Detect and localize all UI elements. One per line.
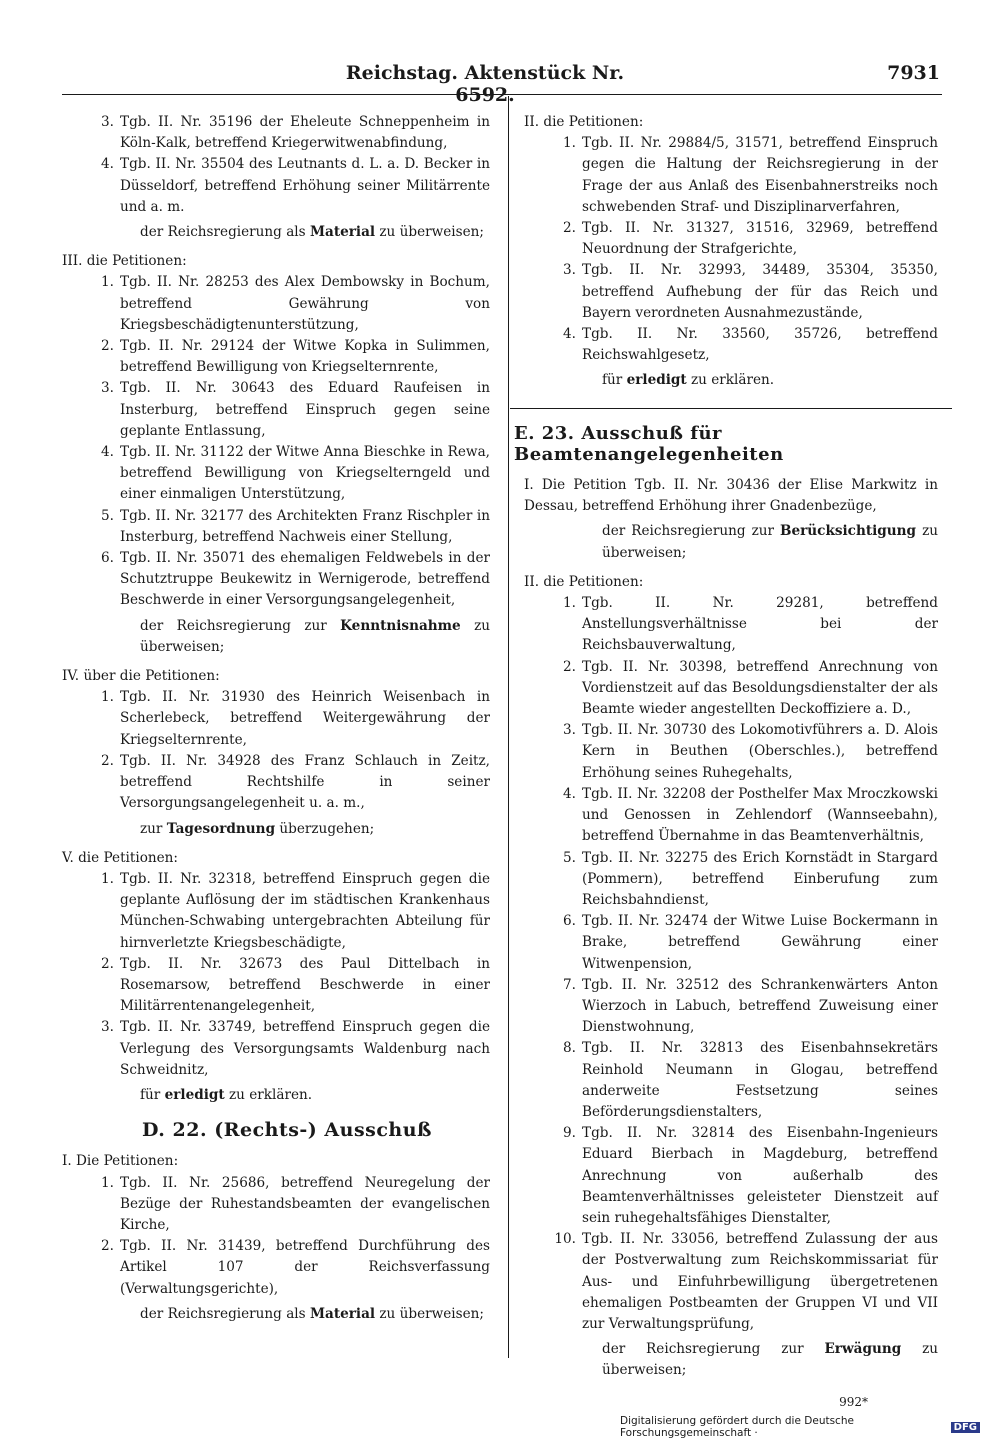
- decision-text: der Reichsregierung zur Berücksichtigung zu überweisen;: [602, 523, 938, 561]
- item-number: 1.: [101, 870, 114, 887]
- list-item: [550, 1123, 938, 1229]
- decision-text: für erledigt zu erklären.: [602, 372, 775, 389]
- item-number: 4.: [563, 326, 576, 343]
- list-item: [88, 154, 490, 218]
- list-item: [88, 336, 490, 378]
- list-item: [550, 324, 938, 366]
- item-text: Tgb. II. Nr. 25686, betreffend Neuregelung der Bezüge der Ruhestandsbeamten der evangelischen Kirche,: [120, 1174, 490, 1233]
- item-number: 2.: [563, 220, 576, 237]
- item-number: 6.: [563, 913, 576, 930]
- item-text: Tgb. II. Nr. 31439, betreffend Durchführung des Artikel 107 der Reichsverfassung (Verwaltungsgerichte),: [120, 1238, 490, 1297]
- item-text: Tgb. II. Nr. 32208 der Posthelfer Max Mroczkowski und Genossen in Zehlendorf (Wannseebahn), betreffend Übernahme in das Beamtenverhältnis,: [582, 785, 938, 845]
- list-item: [550, 720, 938, 784]
- list-item: [550, 133, 938, 218]
- group-heading: V. die Petitionen:: [62, 849, 179, 866]
- decision-text: der Reichsregierung als Material zu überweisen;: [140, 224, 485, 241]
- item-text: Tgb. II. Nr. 31327, 31516, 32969, betreffend Neuordnung der Strafgerichte,: [582, 220, 938, 258]
- column-divider: [508, 96, 509, 1358]
- list-item: [88, 272, 490, 336]
- group-heading: IV. über die Petitionen:: [62, 668, 220, 685]
- item-text: Tgb. II. Nr. 32512 des Schrankenwärters Anton Wierzoch in Labuch, betreffend Zuweisung einer Dienstwohnung,: [582, 976, 938, 1036]
- list-item: [88, 506, 490, 548]
- footer-text: Digitalisierung gefördert durch die Deutsche Forschungsgemeinschaft ·: [620, 1415, 854, 1439]
- petition-group-d-i: [62, 1151, 490, 1325]
- group-heading: III. die Petitionen:: [62, 253, 187, 270]
- item-text: Tgb. II. Nr. 33749, betreffend Einspruch gegen die Verlegung des Versorgungsamts Waldenburg nach Schweidnitz,: [120, 1019, 490, 1078]
- item-number: 3.: [101, 1019, 114, 1036]
- item-number: 4.: [101, 444, 114, 461]
- item-number: 3.: [563, 262, 576, 279]
- item-number: 4.: [563, 785, 576, 802]
- running-header: [330, 62, 940, 106]
- list-item: [88, 548, 490, 612]
- item-text: Tgb. II. Nr. 30643 des Eduard Raufeisen in Insterburg, betreffend Einspruch gegen seine geplante Entlassung,: [120, 380, 490, 439]
- header-title: Reichstag. Aktenstück Nr. 6592.: [345, 62, 625, 106]
- item-text: Tgb. II. Nr. 35196 der Eheleute Schneppenheim in Köln-Kalk, betreffend Kriegerwitwenabfindung,: [120, 114, 490, 152]
- list-item: [550, 657, 938, 721]
- list-item: [88, 1173, 490, 1237]
- item-text: Tgb. II. Nr. 30398, betreffend Anrechnung von Vordienstzeit auf das Besoldungsdienstalter der als Beamte wieder angestellten Deckoffiziere a. D.,: [582, 658, 938, 718]
- list-item: [550, 911, 938, 975]
- item-number: 9.: [563, 1125, 576, 1142]
- list-item: [550, 848, 938, 912]
- list-item: [88, 751, 490, 815]
- item-list: [62, 1173, 490, 1300]
- list-item: [550, 975, 938, 1039]
- item-number: 4.: [101, 156, 114, 173]
- list-item: [88, 112, 490, 154]
- petition-group-iii: [62, 251, 490, 658]
- item-text: Tgb. II. Nr. 35071 des ehemaligen Feldwebels in der Schutztruppe Beukewitz in Wernigerode, betreffend Beschwerde in einer Versorgungsangelegenheit,: [120, 550, 490, 609]
- item-number: 3.: [101, 380, 114, 397]
- signature-mark: 992*: [839, 1394, 868, 1409]
- item-number: 7.: [563, 976, 576, 993]
- petition-group-iv: [62, 666, 490, 840]
- item-number: 1.: [101, 1174, 114, 1191]
- left-column: [62, 112, 490, 1325]
- petition-group-ii: [524, 112, 938, 392]
- item-list: [62, 869, 490, 1081]
- list-item: [88, 442, 490, 506]
- list-item: [550, 218, 938, 260]
- item-number: 5.: [563, 849, 576, 866]
- list-item: [88, 1236, 490, 1300]
- decision-text: für erledigt zu erklären.: [140, 1086, 313, 1103]
- item-number: 3.: [101, 114, 114, 130]
- item-text: Tgb. II. Nr. 28253 des Alex Dembowsky in Bochum, betreffend Gewährung von Kriegsbeschädigtenunterstützung,: [120, 274, 490, 333]
- list-item: [88, 869, 490, 954]
- item-text: Tgb. II. Nr. 32474 der Witwe Luise Bockermann in Brake, betreffend Gewährung einer Witwenpension,: [582, 913, 938, 972]
- decision-text: zur Tagesordnung überzugehen;: [140, 820, 375, 837]
- footer: [620, 1415, 980, 1439]
- item-text: Tgb. II. Nr. 31930 des Heinrich Weisenbach in Scherlebeck, betreffend Weitergewährung der Kriegselternrente,: [120, 689, 490, 748]
- list-item: [88, 954, 490, 1018]
- item-number: 10.: [554, 1231, 576, 1248]
- item-number: 5.: [101, 507, 114, 524]
- item-text: Tgb. II. Nr. 31122 der Witwe Anna Bieschke in Rewa, betreffend Bewilligung von Kriegselterngeld und einer einmaligen Unterstützung,: [120, 444, 490, 503]
- item-text: Tgb. II. Nr. 32814 des Eisenbahn-Ingenieurs Eduard Bierbach in Magdeburg, betreffend Anrechnung von außerhalb des Beamtenverhältnisses geleisteter Dienstzeit auf sein ruhegehaltsfähiges Dienstalter,: [582, 1125, 938, 1226]
- item-list: [62, 687, 490, 814]
- item-number: 2.: [101, 752, 114, 769]
- item-number: 1.: [563, 595, 576, 612]
- item-number: 6.: [101, 550, 114, 567]
- group-heading: I. Die Petition Tgb. II. Nr. 30436 der Elise Markwitz in Dessau, betreffend Erhöhung ihrer Gnadenbezüge,: [524, 477, 938, 515]
- group-heading: I. Die Petitionen:: [62, 1153, 179, 1170]
- item-number: 1.: [563, 135, 576, 152]
- section-heading-e: E. 23. Ausschuß für Beamtenangelegenheiten: [514, 422, 784, 465]
- group-heading: II. die Petitionen:: [524, 573, 644, 590]
- item-list: [62, 112, 490, 218]
- item-text: Tgb. II. Nr. 32318, betreffend Einspruch gegen die geplante Auflösung der im städtischen Krankenhaus München-Schwabing untergebrachten Abteilung für hirnverletzte Kriegsbeschädigte,: [120, 870, 490, 951]
- item-text: Tgb. II. Nr. 32177 des Architekten Franz Rischpler in Insterburg, betreffend Nachweis einer Stellung,: [120, 507, 490, 545]
- petition-group-v: [62, 848, 490, 1106]
- item-number: 1.: [101, 689, 114, 706]
- item-text: Tgb. II. Nr. 32993, 34489, 35304, 35350, betreffend Aufhebung der für das Reich und Bayern verordneten Ausnahmezustände,: [582, 262, 938, 321]
- list-item: [550, 593, 938, 657]
- list-item: [88, 687, 490, 751]
- petition-group-e-i: [524, 475, 938, 564]
- item-list: [524, 593, 938, 1335]
- petition-group-e-ii: [524, 572, 938, 1382]
- item-text: Tgb. II. Nr. 33056, betreffend Zulassung der aus der Postverwaltung zum Reichskommissariat für Aus- und Einfuhrbewilligung übergetretenen ehemaligen Postbeamten der Gruppen VI und VII zur Verwaltungsprüfung,: [582, 1231, 938, 1332]
- item-number: 2.: [101, 955, 114, 972]
- item-text: Tgb. II. Nr. 29884/5, 31571, betreffend Einspruch gegen die Haltung der Reichsregierung in der Frage der aus Anlaß des Eisenbahnerstreiks noch schwebenden Straf- und Disziplinarverfahren,: [582, 135, 938, 215]
- section-heading-d: D. 22. (Rechts-) Ausschuß: [142, 1119, 432, 1142]
- item-number: 2.: [101, 1238, 114, 1255]
- header-rule: [62, 94, 942, 95]
- decision-text: der Reichsregierung zur Kenntnisnahme zu überweisen;: [140, 617, 490, 655]
- item-number: 8.: [563, 1040, 576, 1057]
- item-text: Tgb. II. Nr. 32275 des Erich Kornstädt in Stargard (Pommern), betreffend Einberufung zum Reichsbahndienst,: [582, 849, 938, 908]
- item-number: 2.: [563, 658, 576, 675]
- item-text: Tgb. II. Nr. 29124 der Witwe Kopka in Sulimmen, betreffend Bewilligung von Kriegselternrente,: [120, 338, 490, 376]
- list-item: [550, 260, 938, 324]
- dfg-logo-icon: DFG: [951, 1422, 980, 1433]
- item-text: Tgb. II. Nr. 35504 des Leutnants d. L. a. D. Becker in Düsseldorf, betreffend Erhöhung seiner Militärrente und a. m.: [120, 156, 490, 215]
- item-number: 2.: [101, 338, 114, 355]
- section-rule: [510, 408, 952, 409]
- page-number: 7931: [887, 62, 940, 84]
- list-item: [550, 784, 938, 848]
- item-list: [524, 133, 938, 366]
- left-top-group: [62, 112, 490, 243]
- right-column: [514, 112, 938, 1413]
- item-text: Tgb. II. Nr. 32813 des Eisenbahnsekretärs Reinhold Neumann in Glogau, betreffend anderweite Festsetzung seines Beförderungsdienstalters,: [582, 1040, 938, 1120]
- item-text: Tgb. II. Nr. 33560, 35726, betreffend Reichswahlgesetz,: [582, 326, 938, 364]
- item-text: Tgb. II. Nr. 32673 des Paul Dittelbach in Rosemarsow, betreffend Beschwerde in einer Militärrentenangelegenheit,: [120, 955, 490, 1015]
- item-list: [62, 272, 490, 611]
- list-item: [550, 1229, 938, 1335]
- list-item: [550, 1038, 938, 1123]
- list-item: [88, 378, 490, 442]
- group-heading: II. die Petitionen:: [524, 114, 644, 130]
- item-text: Tgb. II. Nr. 34928 des Franz Schlauch in Zeitz, betreffend Rechtshilfe in seiner Versorgungsangelegenheit u. a. m.,: [120, 752, 490, 812]
- decision-text: der Reichsregierung als Material zu überweisen;: [140, 1305, 485, 1322]
- item-number: 1.: [101, 274, 114, 291]
- item-text: Tgb. II. Nr. 29281, betreffend Anstellungsverhältnisse bei der Reichsbauverwaltung,: [582, 595, 938, 654]
- item-number: 3.: [563, 722, 576, 739]
- item-text: Tgb. II. Nr. 30730 des Lokomotivführers a. D. Alois Kern in Beuthen (Oberschles.), betreffend Erhöhung seines Ruhegehalts,: [582, 722, 938, 781]
- list-item: [88, 1017, 490, 1081]
- decision-text: der Reichsregierung zur Erwägung zu überweisen;: [602, 1341, 938, 1379]
